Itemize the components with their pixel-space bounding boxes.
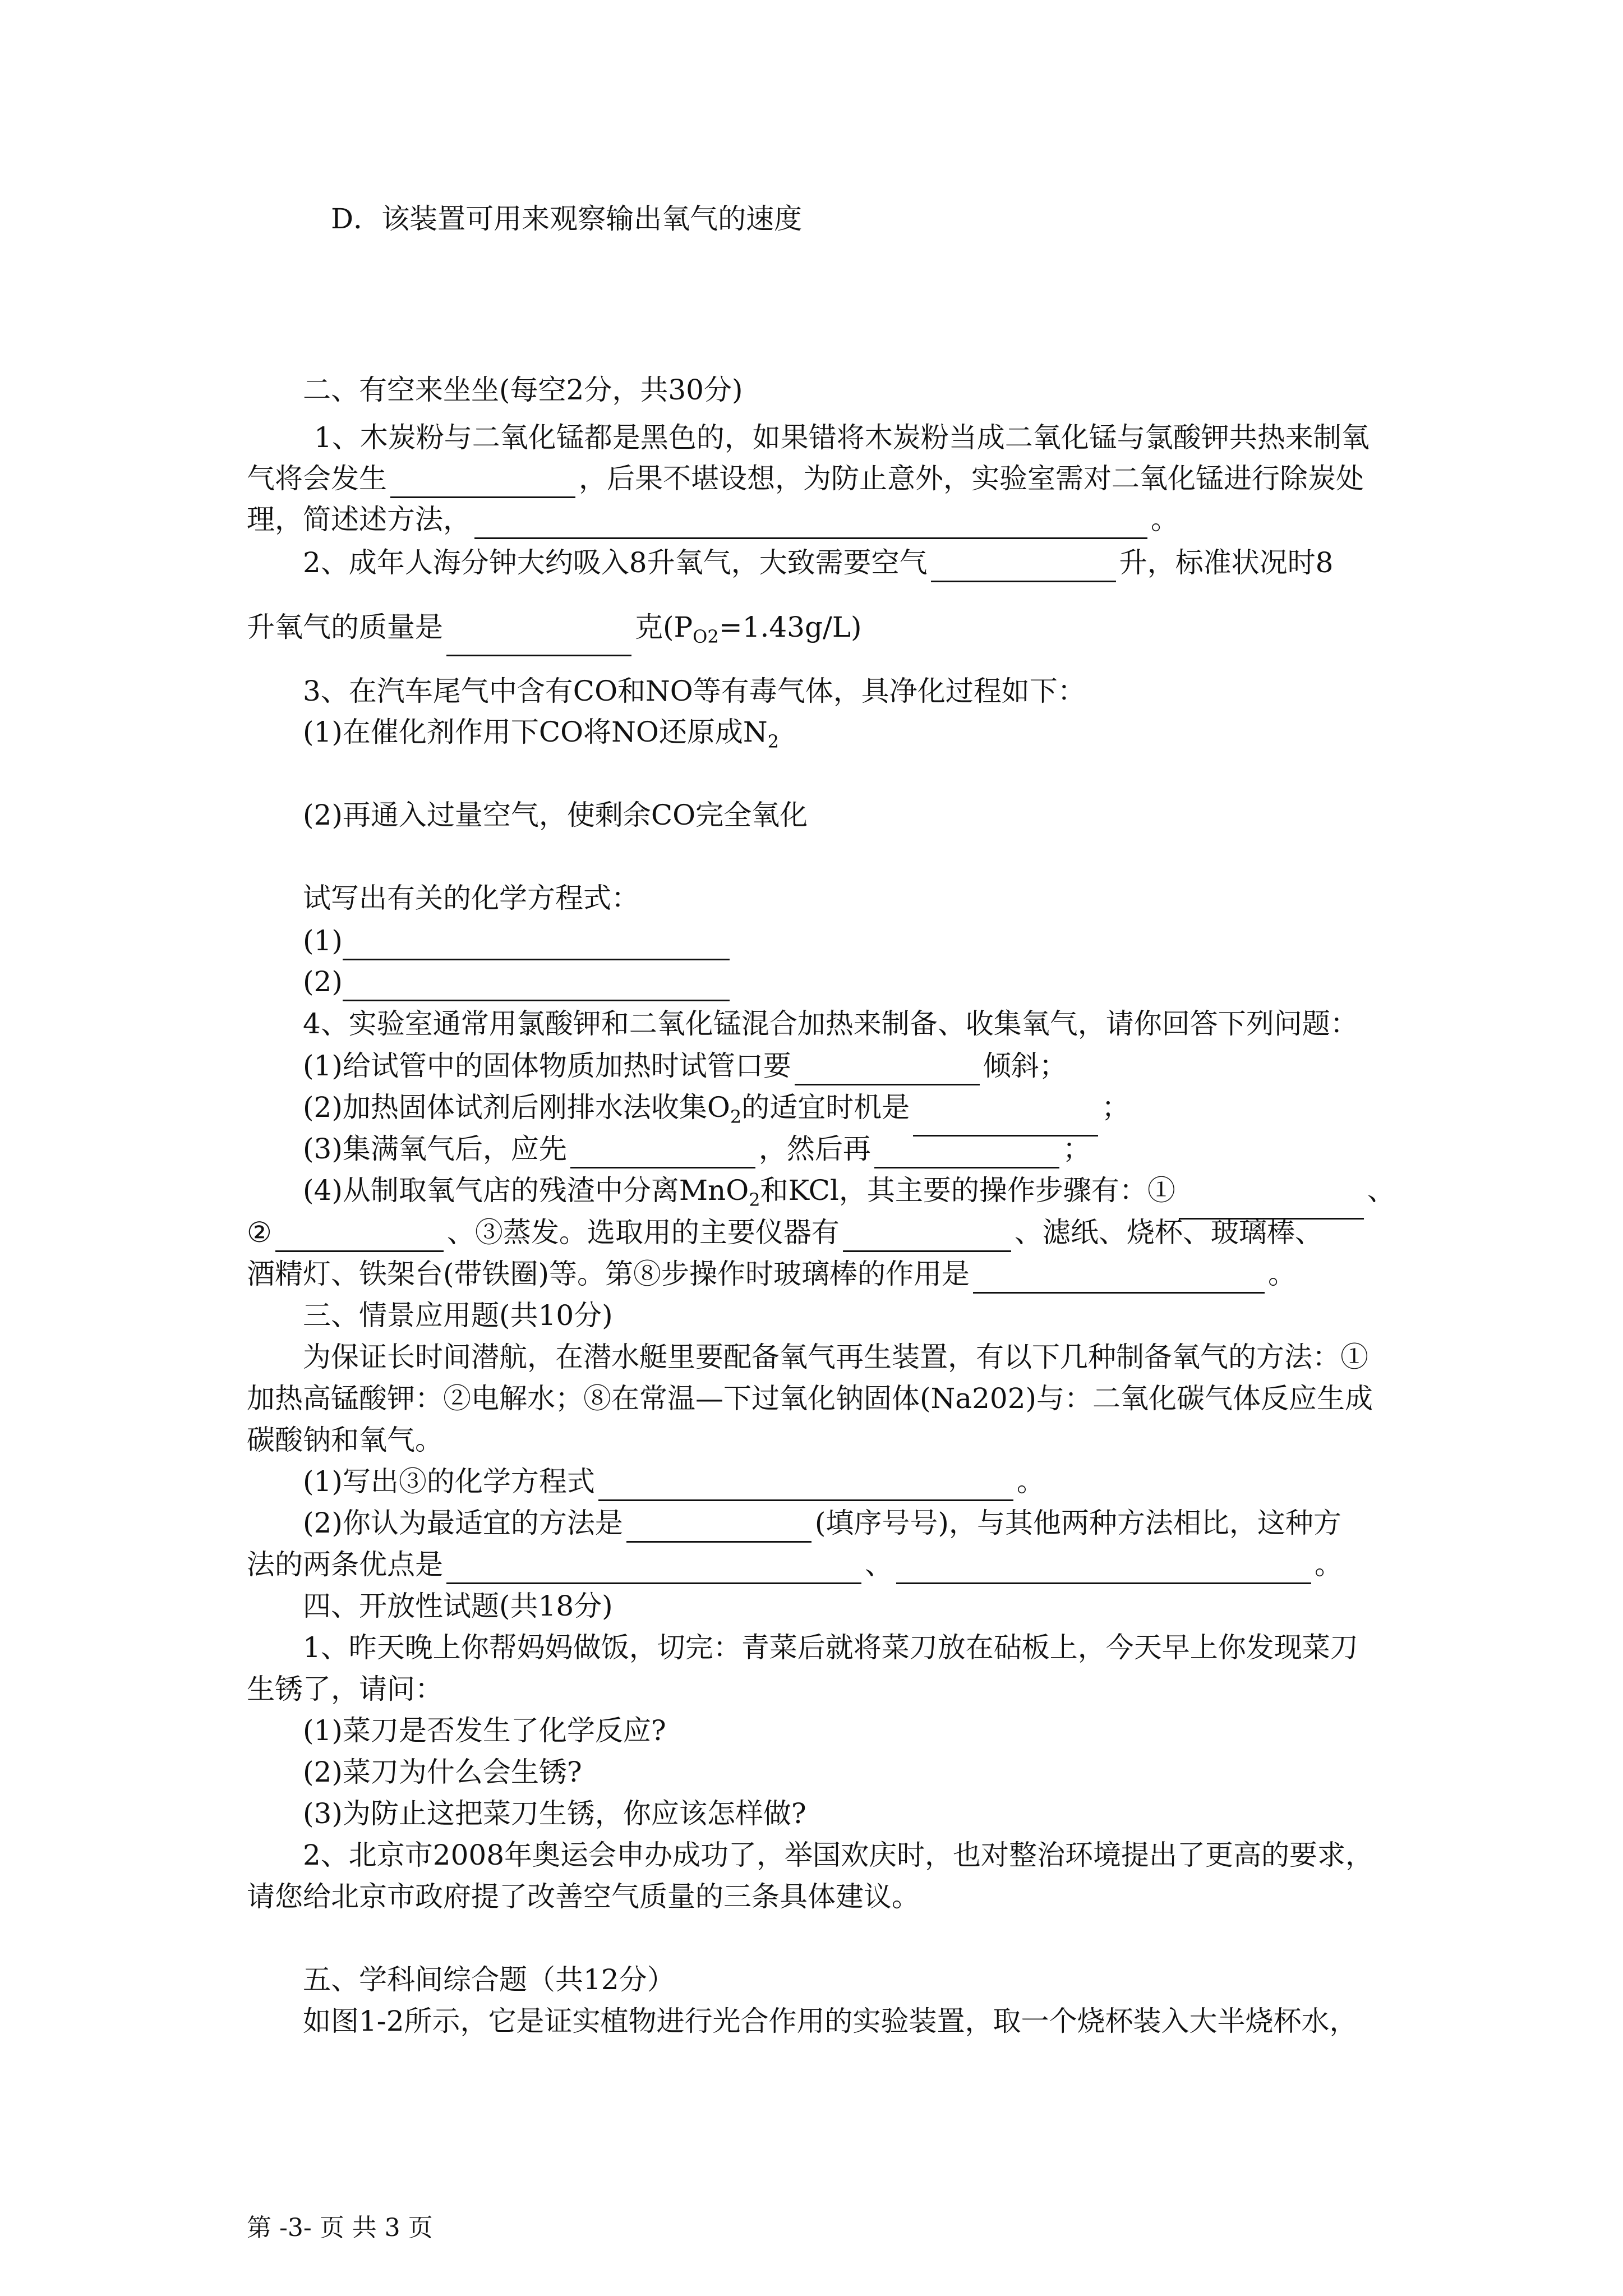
answer-blank[interactable] (343, 930, 730, 960)
sec4-q1-s3: (3)为防止这把菜刀生锈，你应该怎样做? (303, 1797, 806, 1830)
q3-line2: (1)在催化剂作用下CO将NO还原成$N_2$ (303, 716, 779, 752)
q3-line3: (2)再通入过量空气，使剩余CO完全氧化 (303, 799, 808, 831)
answer-blank[interactable] (390, 467, 575, 498)
answer-blank[interactable] (843, 1221, 1011, 1252)
sec3-a3: 法的两条优点是 、 。 (247, 1545, 1343, 1584)
section-4-title: 四、开放性试题(共18分) (303, 1590, 613, 1622)
q1-line2: 气将会发生 ，后果不堪设想，为防止意外，实验室需对二氧化锰进行除炭处 (247, 459, 1364, 498)
answer-blank[interactable] (570, 1138, 755, 1168)
q4-s2: (2)加热固体试剂后刚排水法收集$O_2$的适宜时机是 ； (303, 1088, 1129, 1137)
answer-blank[interactable] (896, 1553, 1311, 1584)
sec3-p2: 加热高锰酸钾：②电解水；⑧在常温—下过氧化钠固体(Na202)与：二氧化碳气体反应生成 (247, 1382, 1373, 1415)
q1-line1: 1、木炭粉与二氧化锰都是黑色的，如果错将木炭粉当成二氧化锰与氯酸钾共热来制氧 (314, 421, 1370, 454)
q4-s5: ② 、③蒸发。选取用的主要仪器有 、滤纸、烧杯、玻璃棒、 (247, 1213, 1323, 1252)
section-2-title: 二、有空来坐坐(每空2分，共30分) (303, 374, 743, 406)
sec4-q1-line2: 生锈了，请问： (247, 1673, 443, 1705)
section-3-title: 三、情景应用题(共10分) (303, 1299, 613, 1332)
q1-line3: 理，简述述方法， 。 (247, 500, 1179, 539)
sec3-a2: (2)你认为最适宜的方法是 (填序号号)，与其他两种方法相比，这种方 (303, 1503, 1341, 1543)
page-footer: 第 -3- 页 共 3 页 (247, 2214, 433, 2242)
option-d: D．该装置可用来观察输出氧气的速度 (331, 203, 803, 235)
q4-s4: (4)从制取氧气店的残渣中分离MnO$_2$和KCl，其主要的操作步骤有：① 、 (303, 1171, 1395, 1220)
sec3-p3: 碳酸钠和氧气。 (247, 1424, 443, 1456)
sec4-q2-line2: 请您给北京市政府提了改善空气质量的三条具体建议。 (247, 1880, 920, 1913)
sec3-a1: (1)写出③的化学方程式 。 (303, 1462, 1045, 1501)
sec5-line1: 如图1-2所示，它是证实植物进行光合作用的实验装置，取一个烧杯装入大半烧杯水， (303, 2005, 1358, 2037)
q4-s3: (3)集满氧气后，应先 ，然后再 ； (303, 1129, 1091, 1168)
answer-blank[interactable] (275, 1221, 444, 1252)
sec3-p1: 为保证长时间潜航，在潜水艇里要配备氧气再生装置，有以下几种制备氧气的方法：① (303, 1341, 1368, 1373)
answer-blank[interactable] (446, 625, 631, 656)
sec4-q1-s2: (2)菜刀为什么会生锈? (303, 1756, 582, 1788)
q2-line1: 2、成年人海分钟大约吸入8升氧气，大致需要空气 升，标准状况时8 (303, 543, 1333, 582)
sec4-q2-line1: 2、北京市2008年奥运会申办成功了，举国欢庆时，也对整治环境提出了更高的要求， (303, 1839, 1374, 1871)
q3-line1: 3、在汽车尾气中含有CO和NO等有毒气体，具净化过程如下： (303, 675, 1086, 707)
q4-line1: 4、实验室通常用氯酸钾和二氧化锰混合加热来制备、收集氧气，请你回答下列问题： (303, 1007, 1358, 1040)
section-5-title: 五、学科间综合题（共12分） (303, 1963, 675, 1996)
q4-s1: (1)给试管中的固体物质加热时试管口要 倾斜； (303, 1046, 1067, 1085)
answer-blank[interactable] (598, 1470, 1013, 1501)
sec4-q1-s1: (1)菜刀是否发生了化学反应? (303, 1714, 666, 1747)
answer-blank[interactable] (795, 1055, 980, 1085)
q3-line4: 试写出有关的化学方程式： (303, 882, 639, 914)
answer-blank[interactable] (343, 970, 730, 1001)
q3-eq1: (1) (303, 921, 733, 960)
answer-blank[interactable] (474, 508, 1147, 539)
answer-blank[interactable] (931, 551, 1116, 582)
q2-line2: 升氧气的质量是 克$(P_{O2}=1.43g/L)$ (247, 608, 862, 656)
answer-blank[interactable] (626, 1512, 811, 1543)
q4-s6: 酒精灯、铁架台(带铁圈)等。第⑧步操作时玻璃棒的作用是 。 (247, 1254, 1296, 1294)
answer-blank[interactable] (973, 1263, 1265, 1294)
answer-blank[interactable] (446, 1553, 861, 1584)
sec4-q1-line1: 1、昨天晚上你帮妈妈做饭，切完：青菜后就将菜刀放在砧板上，今天早上你发现菜刀 (303, 1631, 1358, 1664)
q3-eq2: (2) (303, 962, 733, 1001)
answer-blank[interactable] (874, 1138, 1059, 1168)
